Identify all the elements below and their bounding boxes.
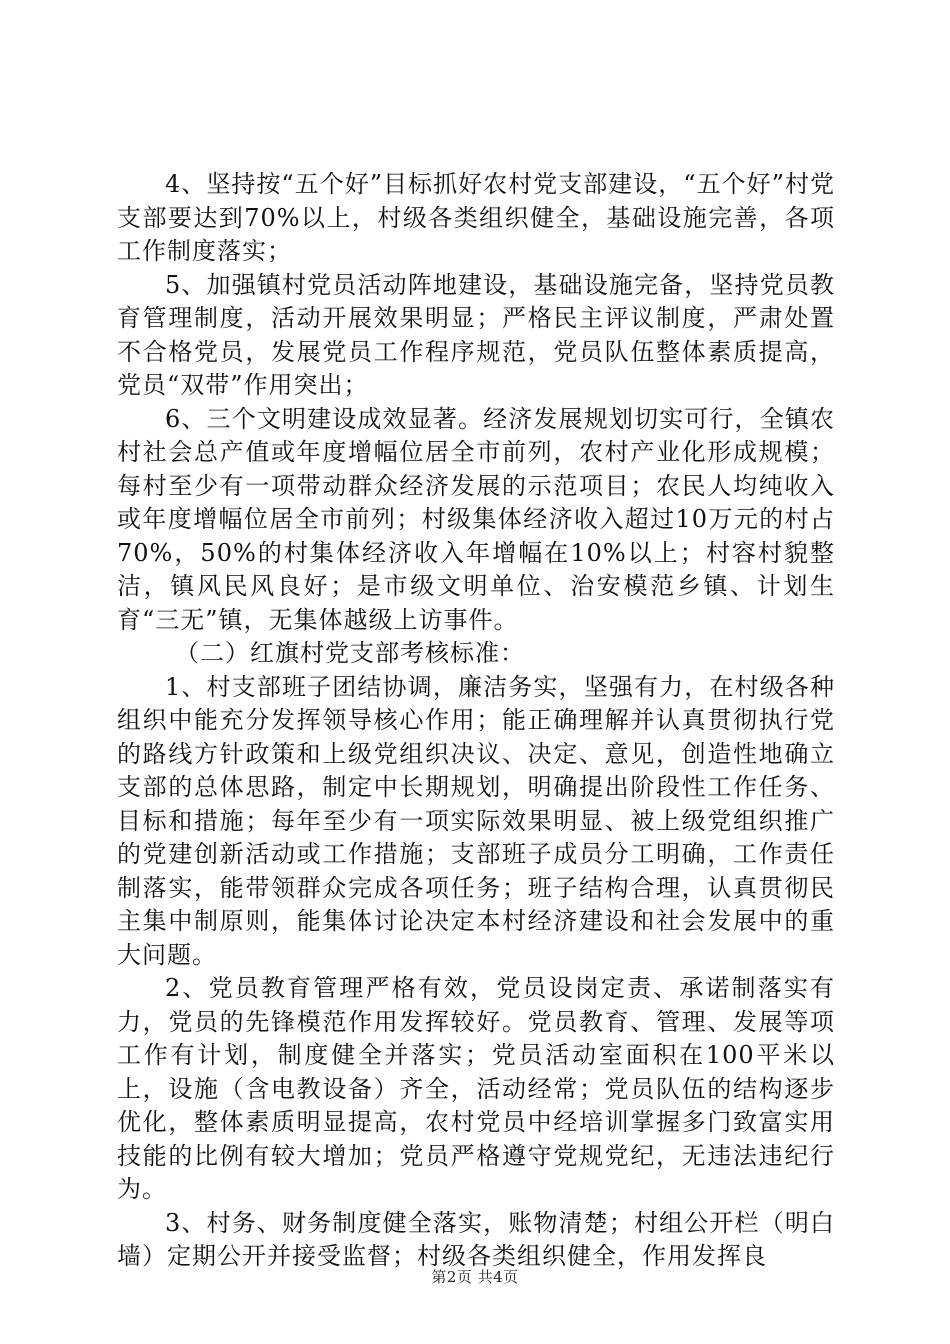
page-footer: 第2页 共4页 <box>431 1268 519 1286</box>
paragraph-item-3: 3、村务、财务制度健全落实，账物清楚；村组公开栏（明白墙）定期公开并接受监督；村级各类组织健全，作用发挥良 <box>117 1208 835 1270</box>
document-body <box>117 168 835 1274</box>
paragraph-item-1: 1、村支部班子团结协调，廉洁务实，坚强有力，在村级各种组织中能充分发挥领导核心作用；能正确理解并认真贯彻执行党的路线方针政策和上级党组织决议、决定、意见，创造性地确立支部的总体思路，制定中长期规划，明确提出阶段性工作任务、目标和措施；每年至少有一项实际效果明显、被上级党组织推广的党建创新活动或工作措施；支部班子成员分工明确，工作责任制落实，能带领群众完成各项任务；班子结构合理，认真贯彻民主集中制原则，能集体讨论决定本村经济建设和社会发展中的重大问题。 <box>117 672 835 969</box>
section-heading: （二）红旗村党支部考核标准： <box>175 639 525 667</box>
paragraph-item-2: 2、党员教育管理严格有效，党员设岗定责、承诺制落实有力，党员的先锋模范作用发挥较好。党员教育、管理、发展等项工作有计划，制度健全并落实；党员活动室面积在100平米以上，设施（含电教设备）齐全，活动经常；党员队伍的结构逐步优化，整体素质明显提高，农村党员中经培训掌握多门致富实用技能的比例有较大增加；党员严格遵守党规党纪，无违法违纪行为。 <box>117 974 835 1203</box>
paragraph-item-5: 5、加强镇村党员活动阵地建设，基础设施完备，坚持党员教育管理制度，活动开展效果明显；严格民主评议制度，严肃处置不合格党员，发展党员工作程序规范，党员队伍整体素质提高，党员“双带”作用突出； <box>117 270 835 399</box>
paragraph-item-6: 6、三个文明建设成效显著。经济发展规划切实可行，全镇农村社会总产值或年度增幅位居全市前列，农村产业化形成规模；每村至少有一项带动群众经济发展的示范项目；农民人均纯收入或年度增幅位居全市前列；村级集体经济收入超过10万元的村占70%，50%的村集体经济收入年增幅在10%以上；村容村貌整洁，镇风民风良好；是市级文明单位、治安模范乡镇、计划生育“三无”镇，无集体越级上访事件。 <box>117 404 835 634</box>
paragraph-item-4: 4、坚持按“五个好”目标抓好农村党支部建设，“五个好”村党支部要达到70%以上，村级各类组织健全，基础设施完善，各项工作制度落实； <box>117 170 835 265</box>
